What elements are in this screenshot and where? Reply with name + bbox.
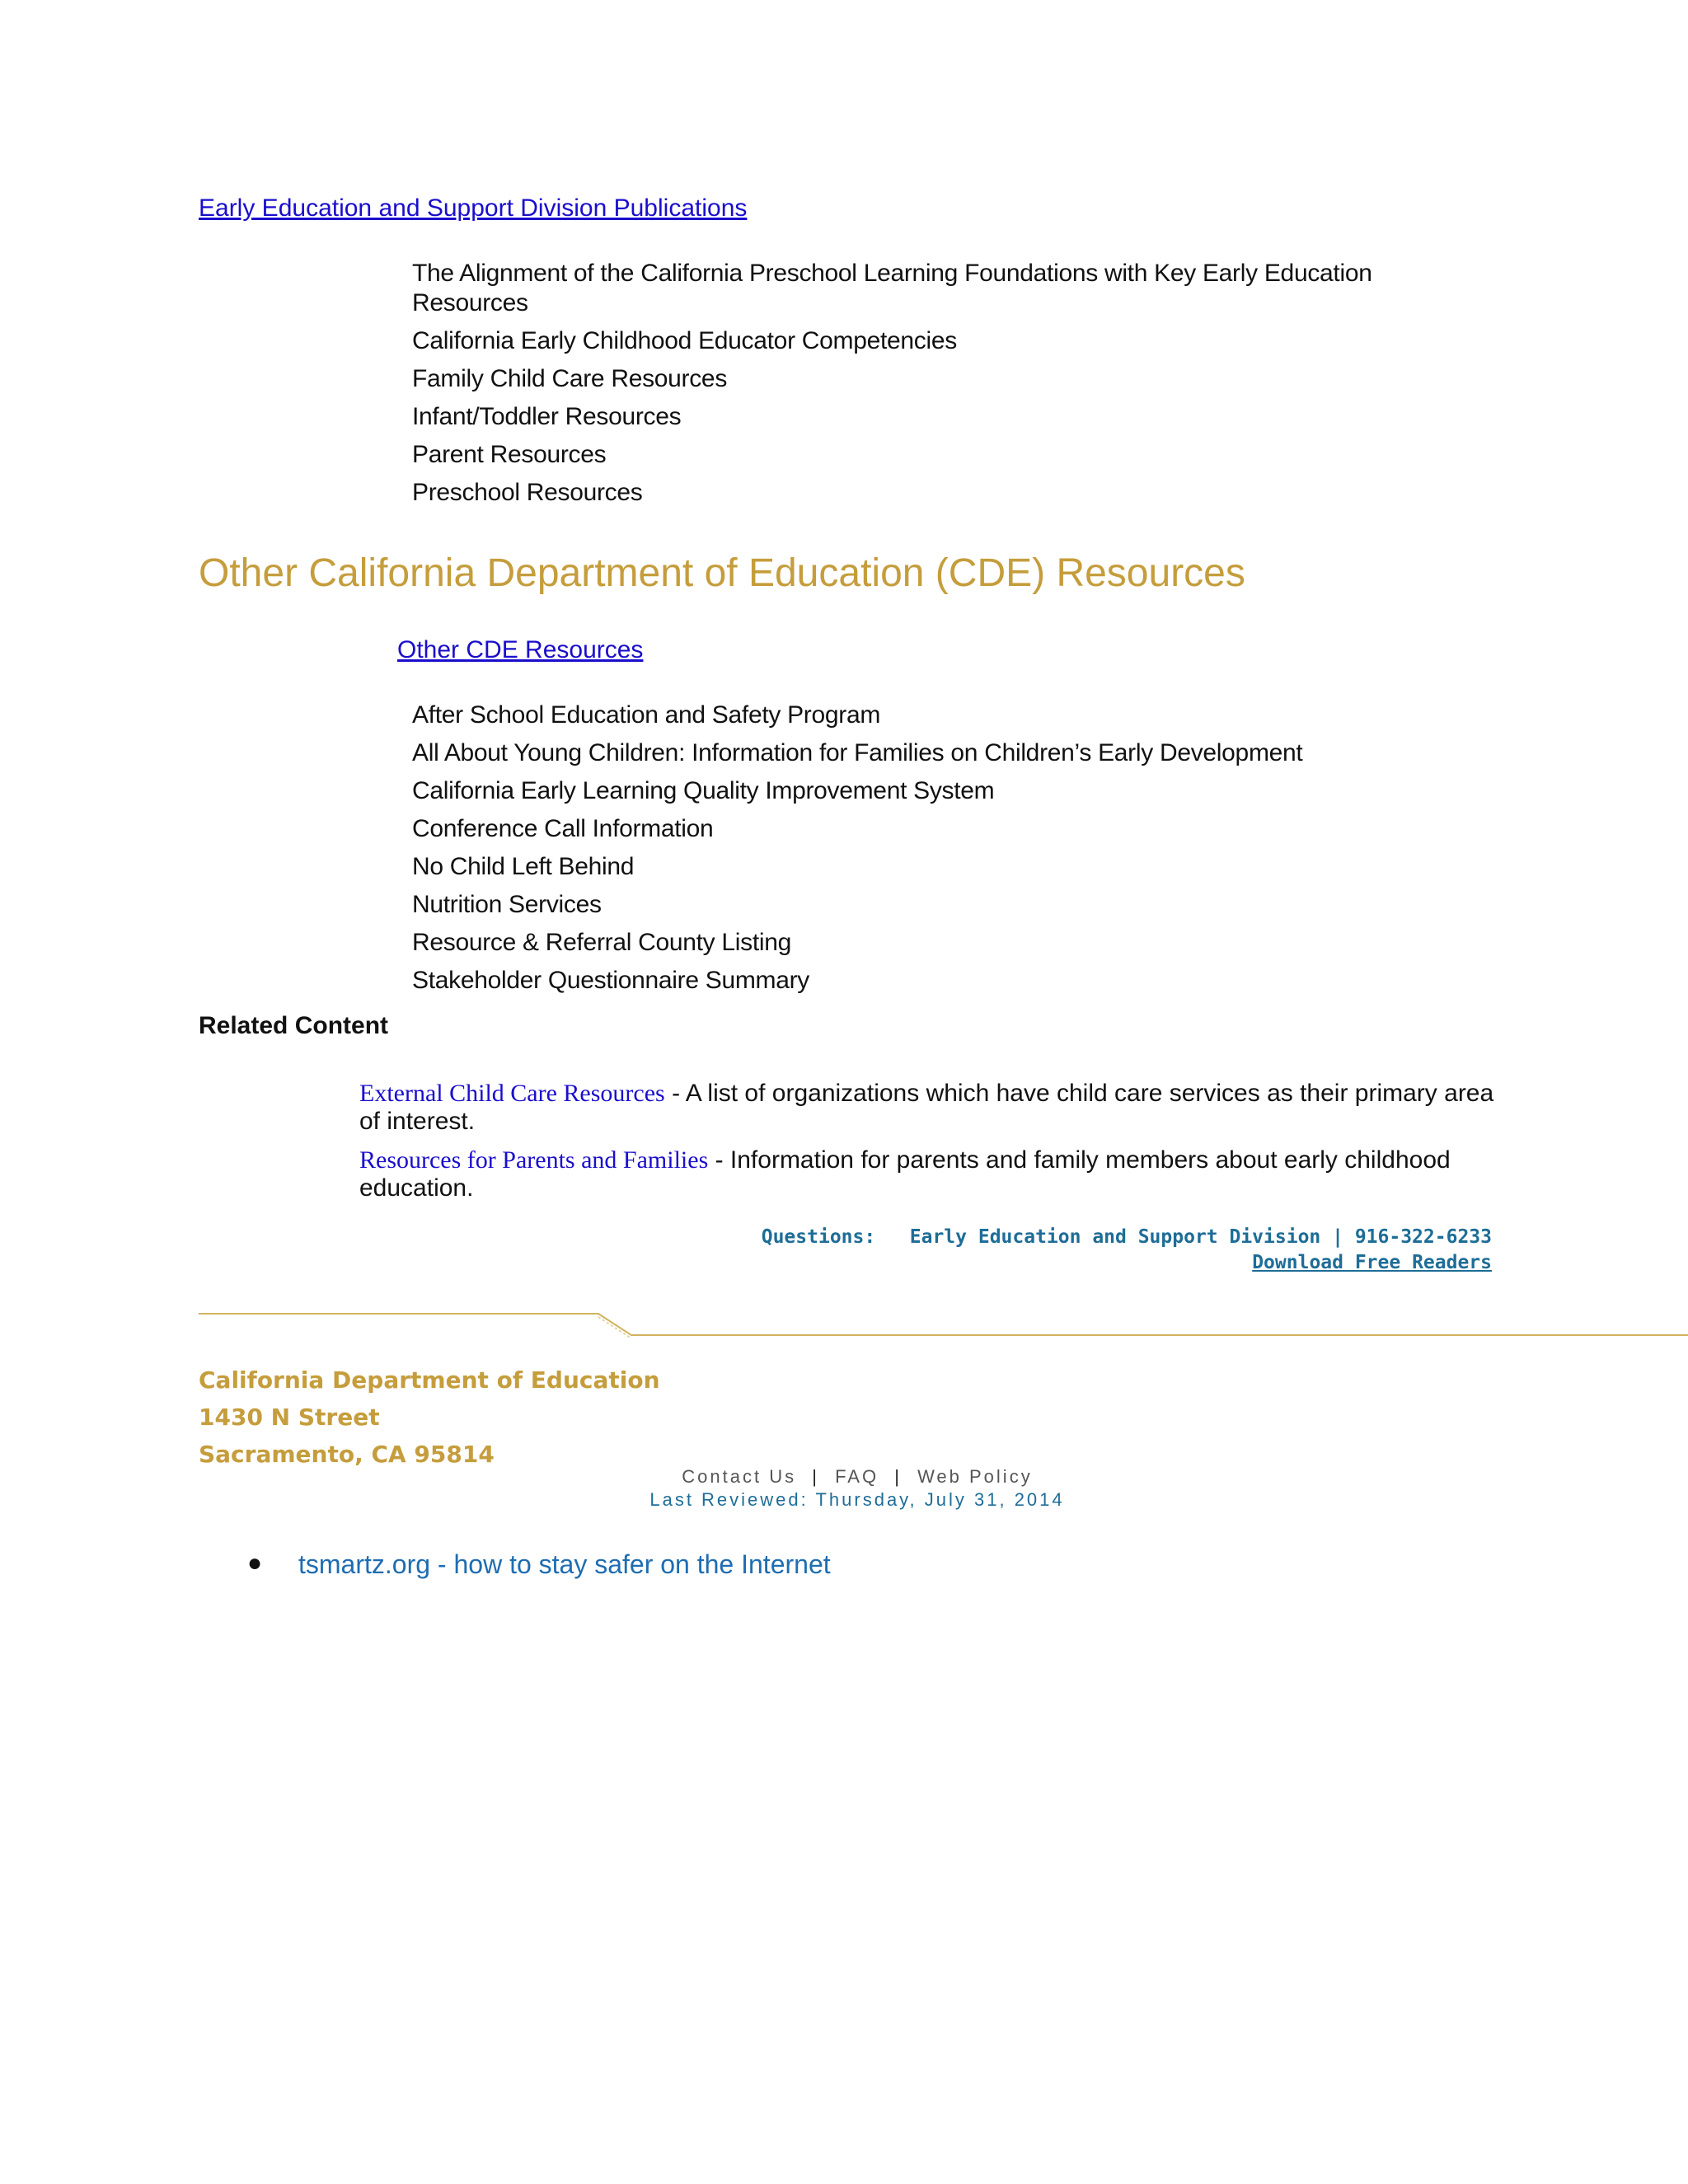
questions-label: Questions: [761,1226,876,1248]
list-item: Family Child Care Resources [412,365,728,392]
list-item: Stakeholder Questionnaire Summary [412,967,810,994]
other-cde-resources-link[interactable]: Other CDE Resources [397,636,644,663]
address-street: 1430 N Street [199,1404,380,1431]
list-item: California Early Learning Quality Improvement System [412,777,995,804]
list-item: Infant/Toddler Resources [412,403,682,430]
footer-separator: | [894,1466,902,1487]
related-entry [359,1080,1497,1136]
contact-us-link[interactable]: Contact Us [682,1466,797,1487]
list-item: Nutrition Services [412,891,602,918]
web-policy-link[interactable]: Web Policy [917,1466,1033,1487]
address-city: Sacramento, CA 95814 [199,1441,495,1468]
publications-link[interactable]: Early Education and Support Division Publications [199,194,748,222]
publications-list [412,259,1434,516]
cde-resources-heading: Other California Department of Education (CDE) Resources [199,551,1245,595]
download-free-readers-link[interactable]: Download Free Readers [1252,1252,1492,1273]
questions-phone: | 916-322-6233 [1332,1226,1492,1248]
related-content-heading: Related Content [199,1012,389,1039]
last-reviewed: Last Reviewed: Thursday, July 31, 2014 [649,1489,1065,1510]
cde-resources-list [412,701,1484,1004]
address-block [199,1361,660,1473]
questions-block [762,1225,1492,1276]
bullet-icon: ● [247,1549,263,1577]
list-item: Resource & Referral County Listing [412,929,792,956]
faq-link[interactable]: FAQ [835,1466,879,1487]
related-entry-description: - A list of organizations which have child care services as their primary area of interest. [359,1080,1494,1135]
list-item: California Early Childhood Educator Competencies [412,327,957,354]
footer-separator: | [812,1466,819,1487]
address-org: California Department of Education [199,1366,660,1394]
related-entry [359,1146,1497,1202]
resources-for-parents-link[interactable]: Resources for Parents and Families [359,1146,709,1174]
related-entry-description: - Information for parents and family members about early childhood education. [359,1146,1451,1202]
tsmartz-link[interactable]: tsmartz.org - how to stay safer on the Internet [298,1549,831,1579]
list-item: Parent Resources [412,441,607,468]
footer-links [445,1466,1269,1488]
external-child-care-resources-link[interactable]: External Child Care Resources [359,1080,665,1107]
list-item: All About Young Children: Information for Families on Children’s Early Development [412,739,1303,766]
list-item: The Alignment of the California Preschool Learning Foundations with Key Early Education Resources [412,260,1372,316]
list-item: After School Education and Safety Program [412,701,881,729]
list-item: Preschool Resources [412,479,643,506]
questions-division: Early Education and Support Division [909,1226,1321,1248]
footer-divider [199,1310,1688,1343]
list-item: No Child Left Behind [412,853,635,880]
list-item: Conference Call Information [412,815,714,842]
